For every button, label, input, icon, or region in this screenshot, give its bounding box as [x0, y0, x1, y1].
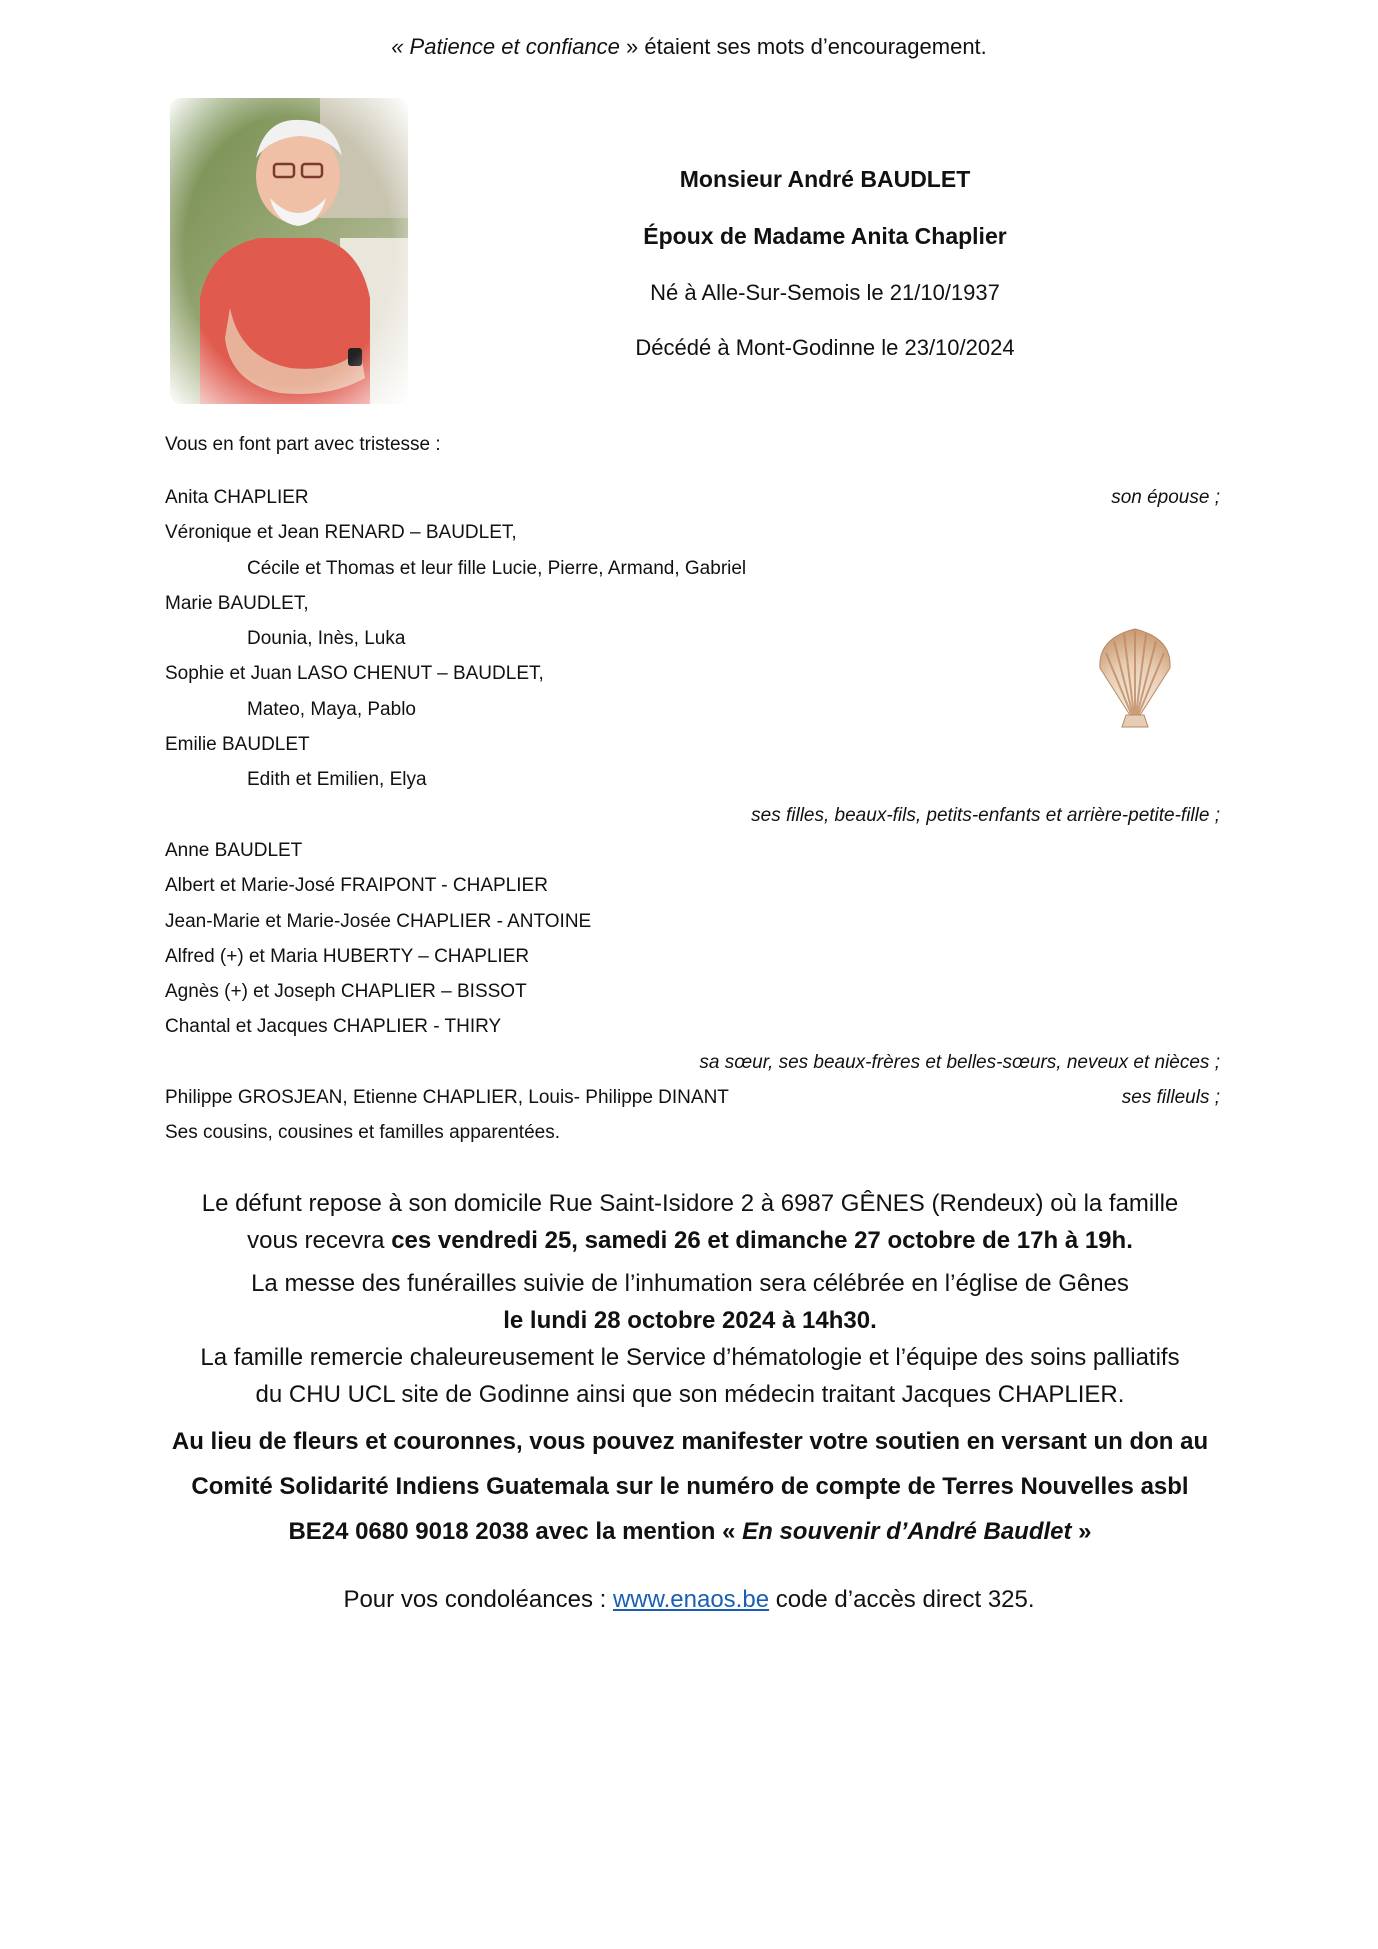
- family-row: [165, 837, 1220, 872]
- family-name: Emilie BAUDLET: [165, 734, 310, 756]
- family-relation: sa sœur, ses beaux-frères et belles-sœurs, neveux et nièces ;: [699, 1051, 1220, 1073]
- thanks-line-2: du CHU UCL site de Godinne ainsi que son médecin traitant Jacques CHAPLIER.: [255, 1381, 1125, 1408]
- scallop-shell-icon: [1092, 623, 1178, 731]
- family-name: Jean-Marie et Marie-Josée CHAPLIER - ANTOINE: [165, 910, 592, 932]
- family-list: [165, 484, 1220, 1155]
- rest-location-line: Le défunt repose à son domicile Rue Saint-Isidore 2 à 6987 GÊNES (Rendeux) où la famille: [201, 1190, 1179, 1217]
- family-row: [165, 519, 1220, 554]
- family-name: Albert et Marie-José FRAIPONT - CHAPLIER: [165, 875, 548, 897]
- thanks-line-1: La famille remercie chaleureusement le Service d’hématologie et l’équipe des soins palliatifs: [200, 1344, 1180, 1371]
- family-relation: son épouse ;: [1111, 487, 1220, 508]
- donation-mention: En souvenir d’André Baudlet: [742, 1518, 1072, 1545]
- condolences-suffix: code d’accès direct 325.: [769, 1586, 1035, 1613]
- condolences-line: [0, 1586, 1378, 1614]
- deceased-name: Monsieur André BAUDLET: [679, 166, 971, 192]
- family-row: [165, 484, 1220, 519]
- donation-close-quote: »: [1071, 1518, 1092, 1545]
- family-row: [165, 943, 1220, 978]
- family-name: Mateo, Maya, Pablo: [247, 698, 416, 720]
- family-name: Marie BAUDLET,: [165, 592, 309, 614]
- family-name: Sophie et Juan LASO CHENUT – BAUDLET,: [165, 663, 544, 685]
- family-name: Agnès (+) et Joseph CHAPLIER – BISSOT: [165, 981, 527, 1003]
- spouse-line: Époux de Madame Anita Chaplier: [643, 223, 1007, 249]
- family-name: Anne BAUDLET: [165, 839, 303, 861]
- family-name: Alfred (+) et Maria HUBERTY – CHAPLIER: [165, 945, 530, 967]
- donation-line-1: Au lieu de fleurs et couronnes, vous pouvez manifester votre soutien en versant un don au: [171, 1428, 1209, 1455]
- epigraph-quote: [0, 34, 1378, 60]
- family-name: Anita CHAPLIER: [165, 487, 309, 508]
- family-row: [165, 731, 1220, 766]
- mass-date: le lundi 28 octobre 2024 à 14h30.: [503, 1307, 877, 1334]
- condolences-link[interactable]: www.enaos.be: [612, 1586, 770, 1613]
- family-name: Dounia, Inès, Luka: [247, 628, 406, 650]
- family-row: [165, 978, 1220, 1013]
- birth-line: Né à Alle-Sur-Semois le 21/10/1937: [650, 280, 1000, 305]
- family-relation: ses filleuls ;: [1121, 1087, 1220, 1109]
- visiting-intro: vous recevra: [247, 1227, 392, 1254]
- family-relation: ses filles, beaux-fils, petits-enfants et arrière-petite-fille ;: [751, 804, 1220, 826]
- portrait-photo: [170, 98, 408, 404]
- family-row: [165, 802, 1220, 837]
- family-row: [165, 590, 1220, 625]
- family-name: Cécile et Thomas et leur fille Lucie, Pierre, Armand, Gabriel: [247, 557, 747, 579]
- visiting-hours-line: [150, 1222, 1230, 1259]
- visiting-dates: ces vendredi 25, samedi 26 et dimanche 27 octobre de 17h à 19h.: [391, 1227, 1133, 1254]
- family-row: [165, 660, 1220, 695]
- family-row: [165, 1119, 1220, 1154]
- family-row: [165, 1013, 1220, 1048]
- family-name: Chantal et Jacques CHAPLIER - THIRY: [165, 1016, 502, 1038]
- family-name: Philippe GROSJEAN, Etienne CHAPLIER, Louis- Philippe DINANT: [165, 1087, 729, 1109]
- mass-line: La messe des funérailles suivie de l’inhumation sera célébrée en l’église de Gênes: [251, 1270, 1129, 1297]
- intro-line: Vous en font part avec tristesse :: [165, 434, 441, 455]
- death-line: Décédé à Mont-Godinne le 23/10/2024: [635, 335, 1015, 360]
- account-number: BE24 0680 9018 2038 avec la mention «: [288, 1518, 743, 1545]
- quote-rest: » étaient ses mots d’encouragement.: [619, 34, 987, 59]
- funeral-details: [150, 1185, 1230, 1550]
- donation-line-2: Comité Solidarité Indiens Guatemala sur le numéro de compte de Terres Nouvelles asbl: [191, 1473, 1189, 1500]
- donation-account-line: [150, 1513, 1230, 1550]
- family-row: [165, 872, 1220, 907]
- quote-phrase: « Patience et confiance: [391, 34, 620, 59]
- family-row: [165, 696, 1220, 731]
- family-name: Véronique et Jean RENARD – BAUDLET,: [165, 522, 517, 544]
- family-row: [165, 625, 1220, 660]
- family-row: [165, 766, 1220, 801]
- family-name: Ses cousins, cousines et familles apparentées.: [165, 1122, 560, 1144]
- family-row: [165, 1084, 1220, 1119]
- family-name: Edith et Emilien, Elya: [247, 769, 427, 791]
- condolences-prefix: Pour vos condoléances :: [343, 1586, 613, 1613]
- family-row: [165, 555, 1220, 590]
- family-row: [165, 1049, 1220, 1084]
- deceased-header: [560, 166, 1090, 361]
- family-row: [165, 908, 1220, 943]
